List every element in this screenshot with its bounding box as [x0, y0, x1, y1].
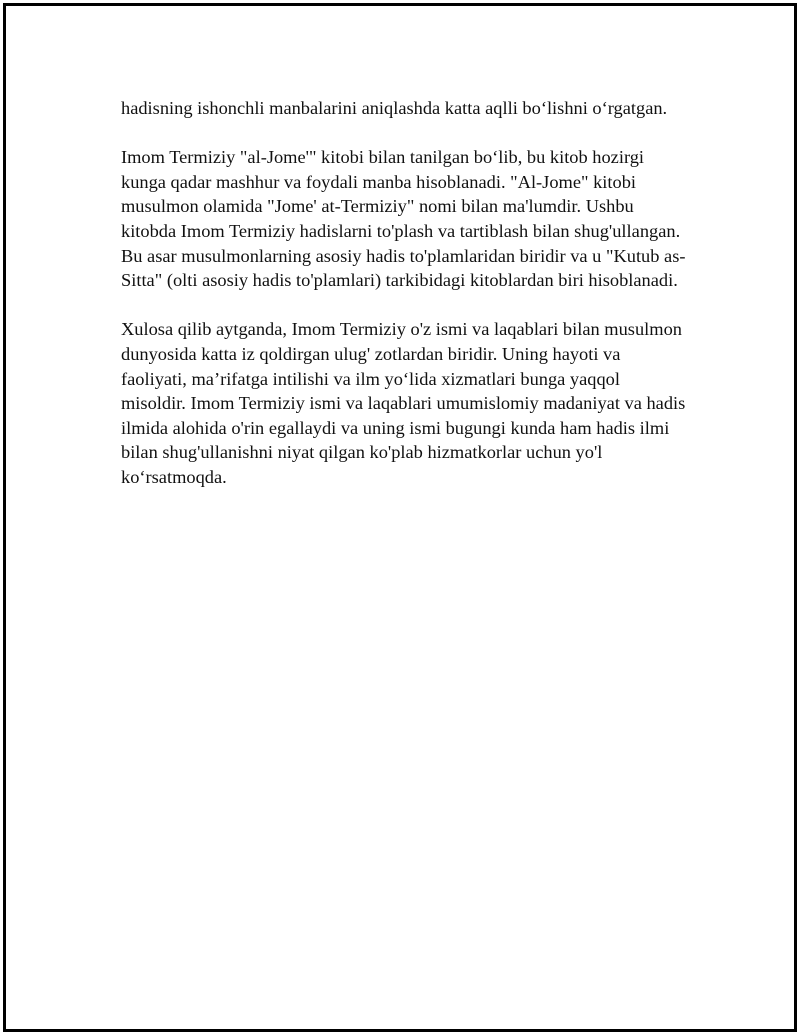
text-line: Sitta" (olti asosiy hadis to'plamlari) tarkibidagi kitoblardan biri hisoblanadi.	[121, 270, 678, 291]
paragraph-1	[121, 96, 701, 121]
text-line: kitobda Imom Termiziy hadislarni to'plash va tartiblash bilan shug'ullangan.	[121, 220, 681, 241]
text-line: misoldir. Imom Termiziy ismi va laqablari umumislomiy madaniyat va hadis	[121, 393, 686, 414]
paragraph-3	[121, 317, 701, 489]
document-page	[3, 3, 797, 1032]
text-line: musulmon olamida "Jome' at-Termiziy" nomi bilan ma'lumdir. Ushbu	[121, 196, 634, 217]
text-line: Xulosa qilib aytganda, Imom Termiziy o'z ismi va laqablari bilan musulmon	[121, 319, 682, 340]
text-line: ko‘rsatmoqda.	[121, 466, 227, 487]
text-line: faoliyati, ma’rifatga intilishi va ilm yo‘lida xizmatlari bunga yaqqol	[121, 368, 620, 389]
text-line: kunga qadar mashhur va foydali manba hisoblanadi. "Al-Jome" kitobi	[121, 171, 637, 192]
text-line: dunyosida katta iz qoldirgan ulug' zotlardan biridir. Uning hayoti va	[121, 343, 621, 364]
text-line: Imom Termiziy "al-Jome'" kitobi bilan tanilgan bo‘lib, bu kitob hozirgi	[121, 147, 645, 168]
paragraph-2	[121, 145, 701, 293]
text-line: bilan shug'ullanishni niyat qilgan ko'plab hizmatkorlar uchun yo'l	[121, 442, 603, 463]
text-line: hadisning ishonchli manbalarini aniqlashda katta aqlli bo‘lishni o‘rgatgan.	[121, 98, 668, 118]
document-body	[121, 96, 701, 514]
text-line: Bu asar musulmonlarning asosiy hadis to'plamlaridan biridir va u "Kutub as-	[121, 245, 686, 266]
text-line: ilmida alohida o'rin egallaydi va uning ismi bugungi kunda ham hadis ilmi	[121, 417, 670, 438]
